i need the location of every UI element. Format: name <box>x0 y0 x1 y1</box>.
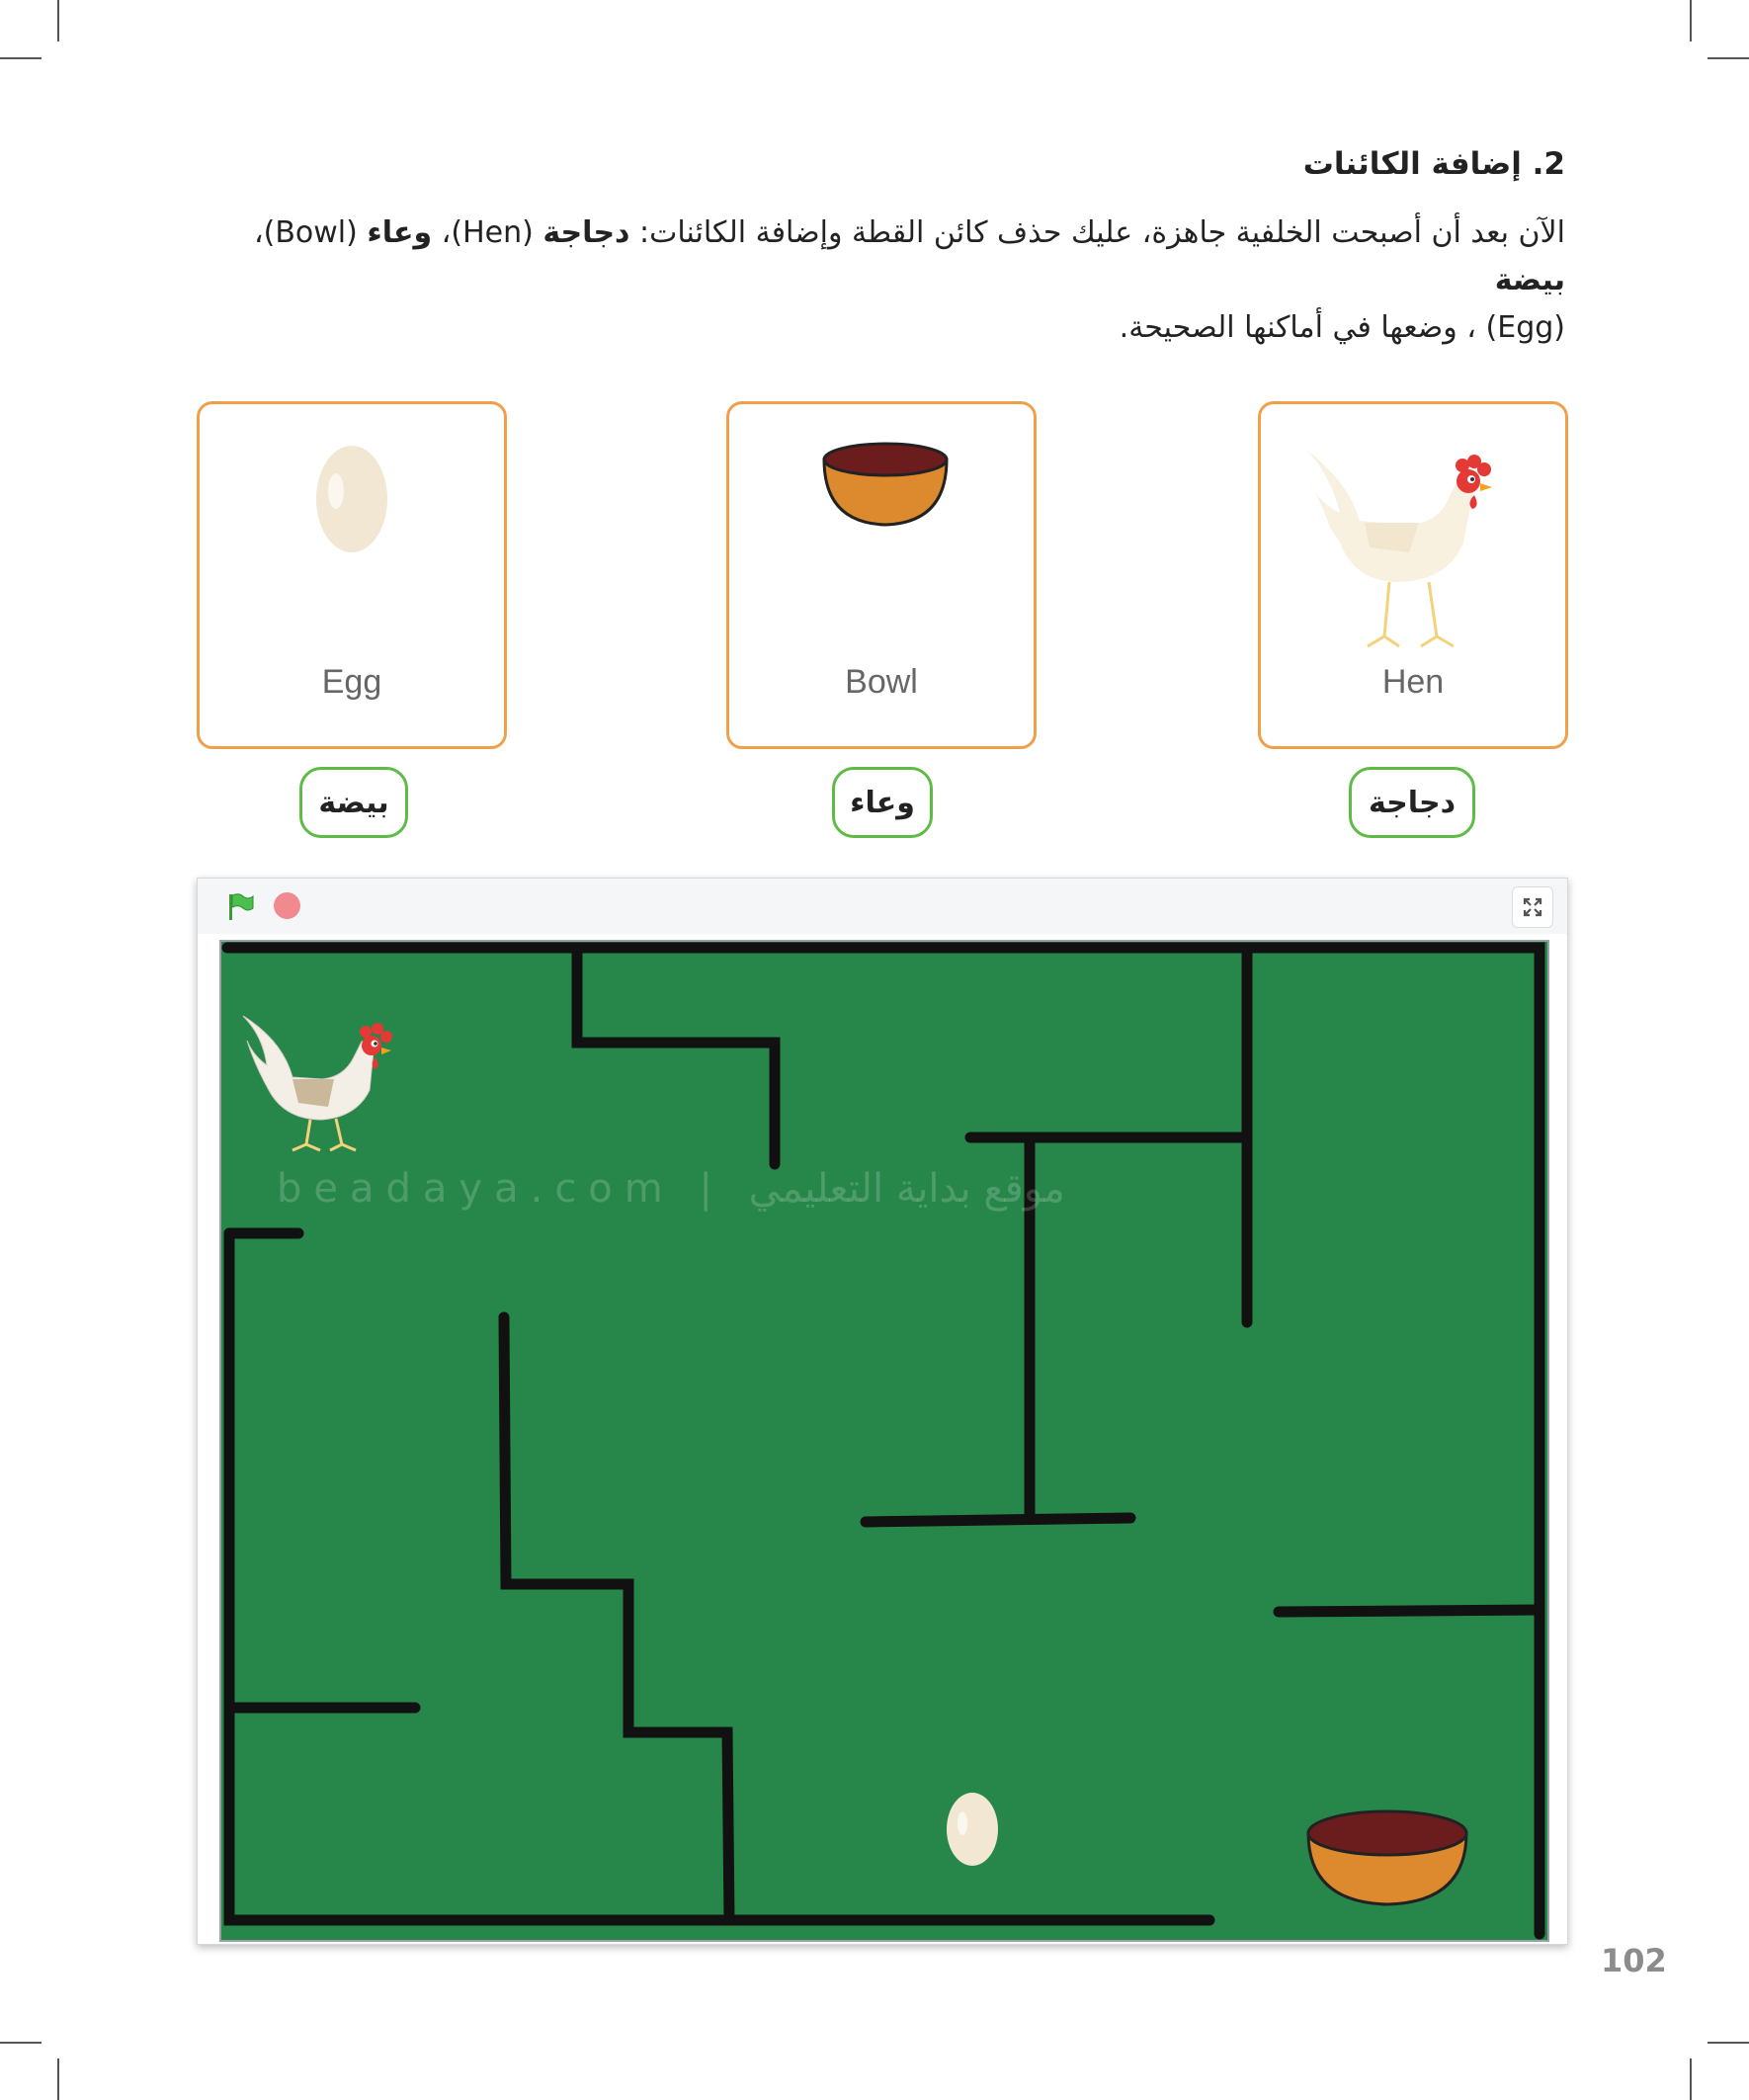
stop-icon[interactable] <box>274 892 300 919</box>
crop-mark <box>0 57 42 59</box>
hen-english: (Hen)، <box>432 215 543 250</box>
fullscreen-icon[interactable] <box>1512 886 1553 928</box>
crop-mark <box>1707 57 1749 59</box>
crop-mark <box>57 2058 59 2100</box>
bowl-term: وعاء <box>367 215 433 250</box>
hen-icon <box>1261 404 1565 661</box>
egg-term: بيضة <box>1494 263 1565 297</box>
bowl-icon <box>729 404 1034 661</box>
instruction-paragraph <box>182 210 1565 352</box>
crop-mark <box>1690 0 1692 42</box>
scratch-stage-window <box>197 878 1568 1945</box>
crop-mark <box>57 0 59 42</box>
paragraph-intro: الآن بعد أن أصبحت الخلفية جاهزة، عليك حذف كائن القطة وإضافة الكائنات: <box>629 215 1565 250</box>
paragraph-line2: (Egg) ، وضعها في أماكنها الصحيحة. <box>1119 310 1565 345</box>
bowl-label: Bowl <box>845 663 918 701</box>
crop-mark <box>1707 2042 1749 2044</box>
hen-term: دجاجة <box>542 215 630 250</box>
crop-mark <box>1690 2058 1692 2100</box>
egg-icon <box>200 404 504 661</box>
section-heading: 2. إضافة الكائنات <box>1302 146 1565 182</box>
hen-label: Hen <box>1381 663 1445 701</box>
maze-walls <box>221 942 1547 1940</box>
sprite-card-bowl[interactable] <box>726 401 1037 749</box>
page-number: 102 <box>1601 1942 1667 1979</box>
green-flag-icon[interactable] <box>227 892 255 922</box>
pill-egg: بيضة <box>299 767 408 838</box>
watermark: beadaya.com | موقع بداية التعليمي <box>277 1166 1065 1212</box>
pill-hen: دجاجة <box>1349 767 1475 838</box>
sprite-card-egg[interactable] <box>197 401 507 749</box>
bowl-english: (Bowl)، <box>253 215 368 250</box>
egg-label: Egg <box>321 663 382 701</box>
crop-mark <box>0 2042 42 2044</box>
egg-sprite-icon[interactable] <box>943 1790 1002 1869</box>
stage-toolbar <box>198 879 1567 934</box>
pill-bowl: وعاء <box>832 767 933 838</box>
bowl-sprite-icon[interactable] <box>1298 1804 1476 1912</box>
sprite-card-hen[interactable] <box>1258 401 1568 749</box>
maze-stage[interactable] <box>219 940 1549 1942</box>
hen-sprite-icon[interactable] <box>233 996 401 1154</box>
